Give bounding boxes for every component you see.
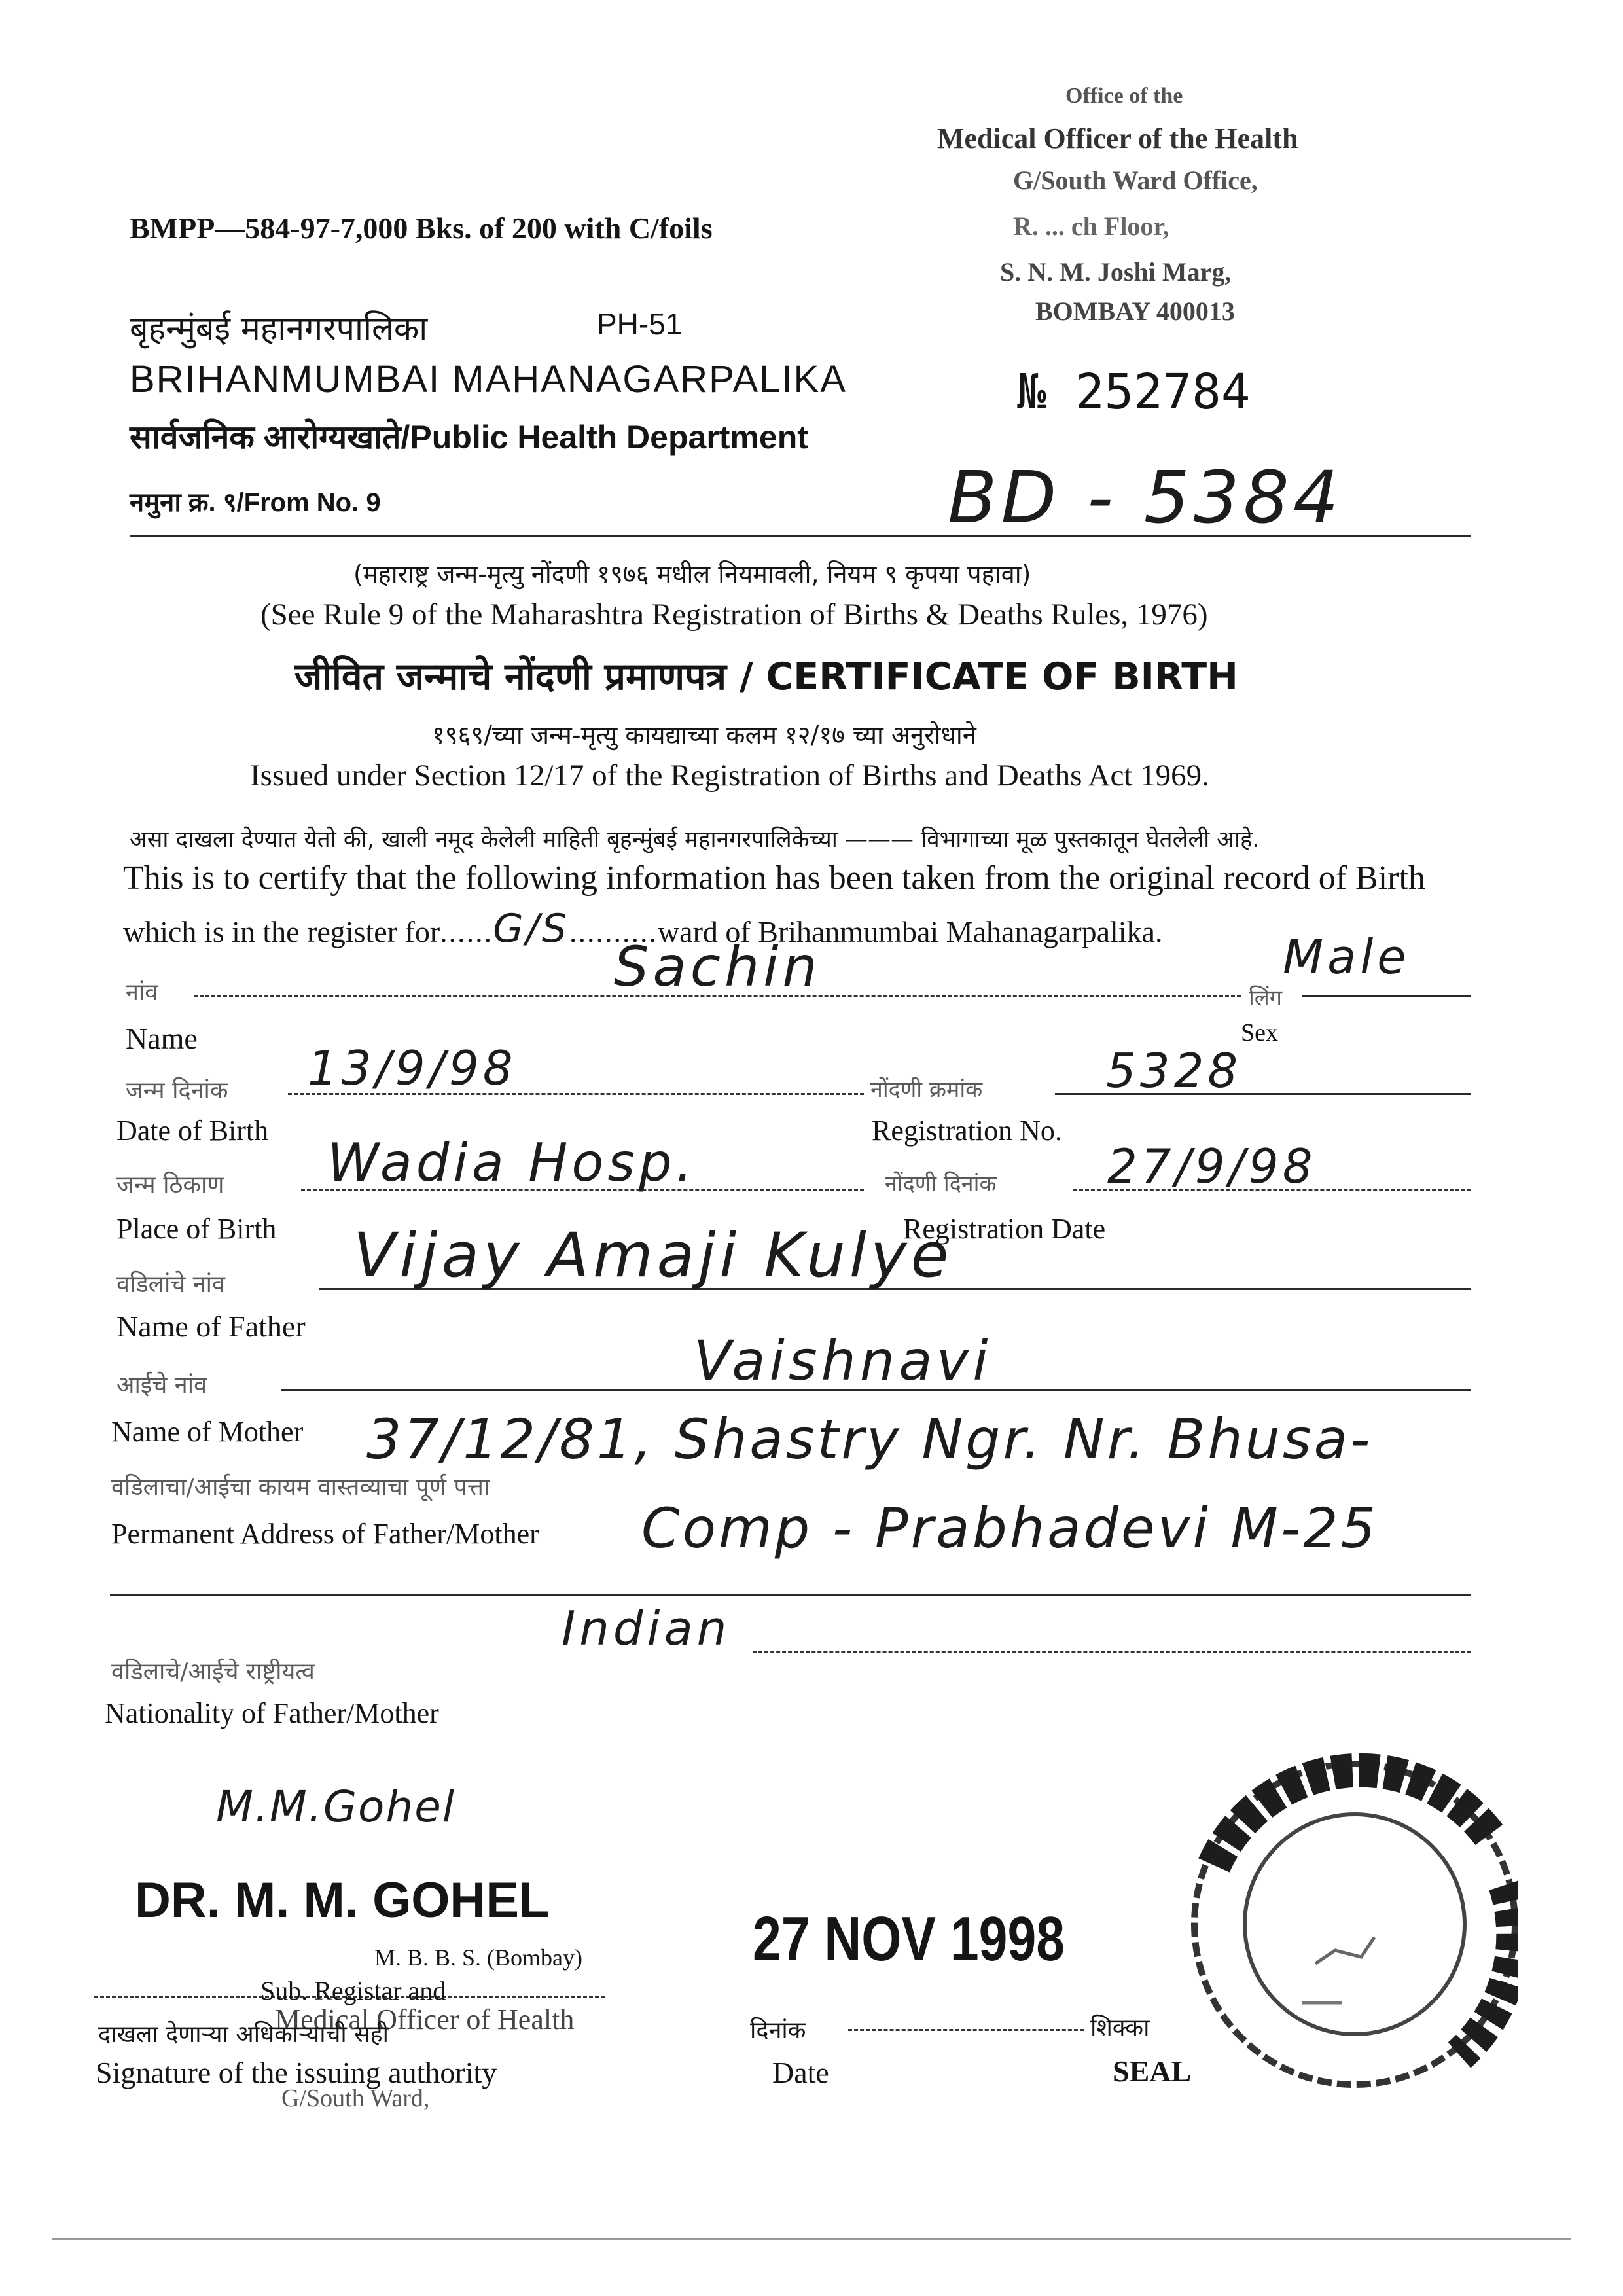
regdate-label-marathi: नोंदणी दिनांक: [885, 1171, 997, 1197]
signature-label-marathi: दाखला देणाऱ्या अधिकाऱ्याची सही: [98, 2021, 389, 2048]
address-line1-value: 37/12/81, Shastry Ngr. Nr. Bhusa-: [366, 1407, 1373, 1471]
pob-label-marathi: जन्म ठिकाण: [116, 1172, 224, 1198]
certify-text-line2: which is in the register for......G/S..........ward of Brihanmumbai Mahanagarpalika.: [123, 906, 1163, 952]
name-label: Name: [126, 1022, 198, 1055]
address-label-marathi: वडिलाचा/आईचा कायम वास्तव्याचा पूर्ण पत्ता: [111, 1474, 490, 1501]
sex-line: [1302, 995, 1471, 997]
sex-label: Sex: [1241, 1019, 1278, 1047]
sex-label-marathi: लिंग: [1249, 985, 1282, 1011]
office-stamp-line5: S. N. M. Joshi Marg,: [1000, 257, 1232, 287]
nationality-label: Nationality of Father/Mother: [105, 1697, 439, 1729]
seal-label-marathi: शिक्का: [1090, 2015, 1150, 2041]
rule-reference-marathi: (महाराष्ट्र जन्म-मृत्यु नोंदणी १९७६ मधील नियमावली, नियम ९ कृपया पहावा): [353, 560, 1031, 588]
signatory-title3: G/South Ward,: [281, 2085, 430, 2112]
date-label-marathi: दिनांक: [750, 2017, 806, 2044]
date-label: Date: [772, 2056, 829, 2089]
seal-label: SEAL: [1113, 2054, 1192, 2088]
registration-date-value: 27/9/98: [1107, 1139, 1317, 1194]
serial-number: № 252784: [1017, 364, 1251, 420]
office-stamp-line2: Medical Officer of the Health: [937, 122, 1298, 154]
certify-text-line1: This is to certify that the following information has been taken from the original record of Birth: [123, 859, 1425, 897]
mother-label-marathi: आईचे नांव: [116, 1372, 207, 1399]
register-label: which is in the register for: [123, 915, 440, 948]
signatory-degree: M. B. B. S. (Bombay): [374, 1945, 583, 1971]
registration-number-value: 5328: [1106, 1043, 1242, 1098]
address-line2-value: Comp - Prabhadevi M-25: [641, 1496, 1379, 1560]
certificate-title: जीवित जन्माचे नोंदणी प्रमाणपत्र / CERTIFICATE OF BIRTH: [294, 655, 1238, 698]
signatory-title1: Sub. Registar and: [260, 1976, 446, 2005]
mother-name-value: Vaishnavi: [694, 1329, 992, 1393]
section-reference-marathi: १९६९/च्या जन्म-मृत्यु कायद्याच्या कलम १२/१७ च्या अनुरोधाने: [432, 721, 976, 749]
issue-date-stamp: 27 NOV 1998: [753, 1904, 1065, 1974]
form-code: PH-51: [597, 307, 683, 341]
section-reference: Issued under Section 12/17 of the Registration of Births and Deaths Act 1969.: [250, 759, 1209, 793]
office-stamp-line6: BOMBAY 400013: [1035, 296, 1235, 326]
sex-value: Male: [1283, 929, 1410, 984]
name-label-marathi: नांव: [126, 979, 158, 1006]
department: सार्वजनिक आरोग्यखाते/Public Health Department: [130, 419, 808, 456]
place-of-birth-value: Wadia Hosp.: [327, 1132, 697, 1193]
pob-label: Place of Birth: [116, 1213, 277, 1245]
office-stamp-line4: R. ... ch Floor,: [1013, 211, 1169, 241]
corporation-name-marathi: बृहन्मुंबई महानगरपालिका: [130, 310, 428, 348]
print-code: BMPP—584-97-7,000 Bks. of 200 with C/foils: [130, 211, 713, 245]
official-seal-stamp: [1152, 1728, 1518, 2108]
signatory-name: DR. M. M. GOHEL: [135, 1873, 550, 1928]
nationality-value: Indian: [562, 1601, 731, 1656]
rule-reference: (See Rule 9 of the Maharashtra Registration of Births & Deaths Rules, 1976): [260, 598, 1208, 632]
regdate-label: Registration Date: [903, 1213, 1106, 1245]
certify-text-marathi: असा दाखला देण्यात येतो की, खाली नमूद केलेली माहिती बृहन्मुंबई महानगरपालिकेच्या ——— विभागाच्या मूळ पुस्तकातून घेतलेली आहे.: [130, 827, 1260, 853]
dob-value: 13/9/98: [308, 1041, 517, 1096]
address-line: [110, 1594, 1471, 1596]
scan-bottom-edge: [52, 2238, 1571, 2240]
regno-label: Registration No.: [872, 1115, 1062, 1147]
handwritten-reference: BD - 5384: [948, 456, 1343, 539]
mother-label: Name of Mother: [111, 1416, 304, 1448]
name-value: Sachin: [614, 935, 821, 999]
dob-label: Date of Birth: [116, 1115, 269, 1147]
header-divider: [130, 535, 1471, 537]
nationality-label-marathi: वडिलाचे/आईचे राष्ट्रीयत्व: [111, 1659, 315, 1685]
ward-label: ward of Brihanmumbai Mahanagarpalika.: [657, 915, 1163, 948]
signature-label: Signature of the issuing authority: [96, 2056, 497, 2089]
ward-value: G/S: [493, 906, 569, 952]
office-stamp-line1: Office of the: [1065, 84, 1183, 108]
dob-label-marathi: जन्म दिनांक: [126, 1077, 228, 1104]
nationality-line: [753, 1651, 1471, 1653]
address-label: Permanent Address of Father/Mother: [111, 1518, 539, 1550]
regno-label-marathi: नोंदणी क्रमांक: [870, 1077, 983, 1103]
father-label: Name of Father: [116, 1310, 306, 1343]
signature-scribble: M.M.Gohel: [216, 1782, 456, 1832]
office-stamp-line3: G/South Ward Office,: [1013, 166, 1258, 195]
father-name-value: Vijay Amaji Kulye: [353, 1220, 953, 1291]
signatory-title2: Medical Officer of Health: [275, 2003, 575, 2036]
corporation-name: BRIHANMUMBAI MAHANAGARPALIKA: [130, 358, 847, 401]
form-number: नमुना क्र. ९/From No. 9: [130, 488, 381, 517]
date-line: [848, 2029, 1084, 2031]
father-label-marathi: वडिलांचे नांव: [116, 1271, 225, 1298]
